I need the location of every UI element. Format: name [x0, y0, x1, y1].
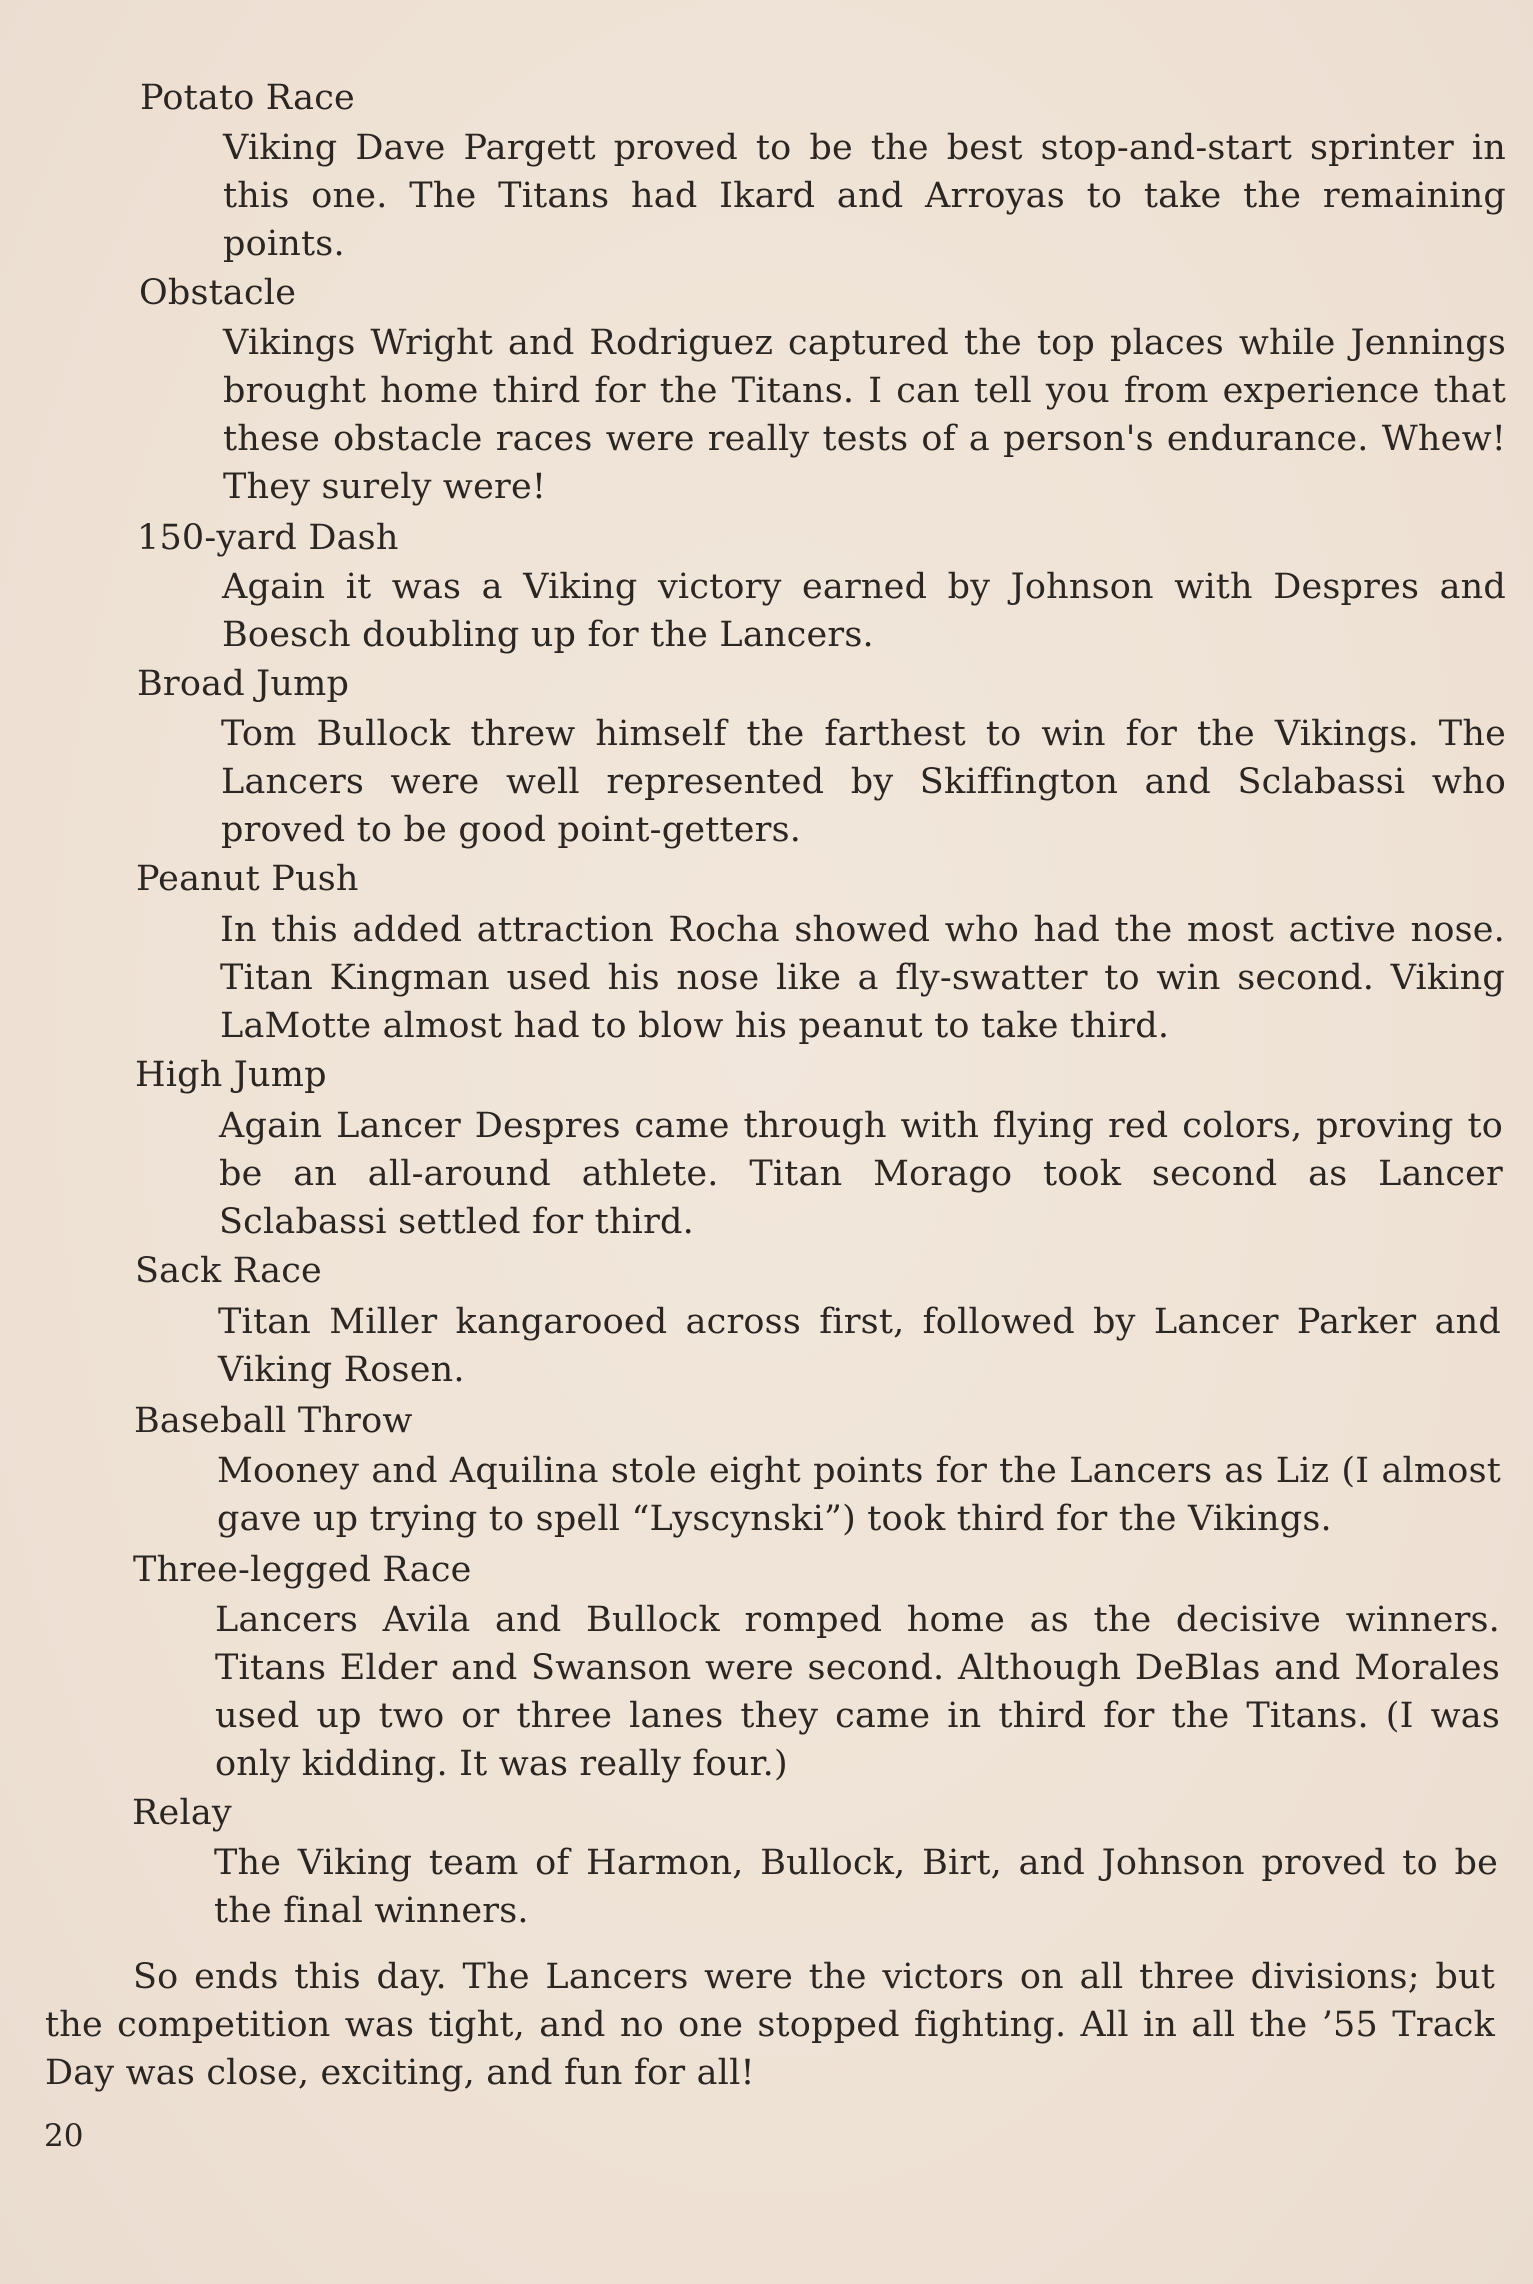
event-description: Again Lancer Despres came through with flying red colors, proving to be an all-around athlete. Titan Morago took second as Lancer Sclabassi settled for third.	[219, 1106, 1503, 1242]
event-heading: Relay	[132, 1793, 232, 1833]
event-heading: Potato Race	[140, 78, 355, 118]
event-description: In this added attraction Rocha showed who had the most active nose. Titan Kingman used his nose like a fly-swatter to win second. Viking LaMotte almost had to blow his peanut to take third.	[220, 910, 1505, 1046]
event-heading: Broad Jump	[137, 664, 350, 704]
event-heading: High Jump	[135, 1055, 327, 1095]
event-heading: Baseball Throw	[134, 1401, 413, 1441]
event-heading: Peanut Push	[136, 859, 359, 899]
page-number: 20	[44, 2118, 84, 2154]
event-description: Mooney and Aquilina stole eight points for the Lancers as Liz (I almost gave up trying to spell “Lyscynski”) took third for the Vikings.	[217, 1451, 1501, 1539]
event-description: The Viking team of Harmon, Bullock, Birt, and Johnson proved to be the final winners.	[214, 1843, 1498, 1931]
event-heading: Three-legged Race	[133, 1550, 472, 1590]
event-description: Vikings Wright and Rodriguez captured the top places while Jennings brought home third for the Titans. I can tell you from experience that these obstacle races were really tests of a person's endurance. Whew! They surely were!	[223, 323, 1506, 507]
event-heading: Obstacle	[139, 273, 297, 313]
event-description: Lancers Avila and Bullock romped home as the decisive winners. Titans Elder and Swanson were second. Although DeBlas and Morales used up two or three lanes they came in third for the Titans. (I was only kidding. It was really four.)	[215, 1600, 1500, 1784]
event-description: Viking Dave Pargett proved to be the best stop-and-start sprinter in this one. The Titans had Ikard and Arroyas to take the remaining points.	[223, 128, 1506, 264]
event-heading: Sack Race	[135, 1251, 322, 1291]
event-description: Tom Bullock threw himself the farthest to win for the Vikings. The Lancers were well represented by Skiffington and Sclabassi who proved to be good point-getters.	[221, 714, 1506, 850]
closing-paragraph: So ends this day. The Lancers were the victors on all three divisions; but the competition was tight, and no one stopped fighting. All in all the ’55 Track Day was close, exciting, and fun for all!	[45, 1957, 1495, 2093]
event-heading: 150-yard Dash	[137, 518, 399, 558]
event-description: Again it was a Viking victory earned by Johnson with Despres and Boesch doubling up for the Lancers.	[222, 567, 1506, 655]
event-description: Titan Miller kangarooed across first, followed by Lancer Parker and Viking Rosen.	[218, 1302, 1501, 1390]
